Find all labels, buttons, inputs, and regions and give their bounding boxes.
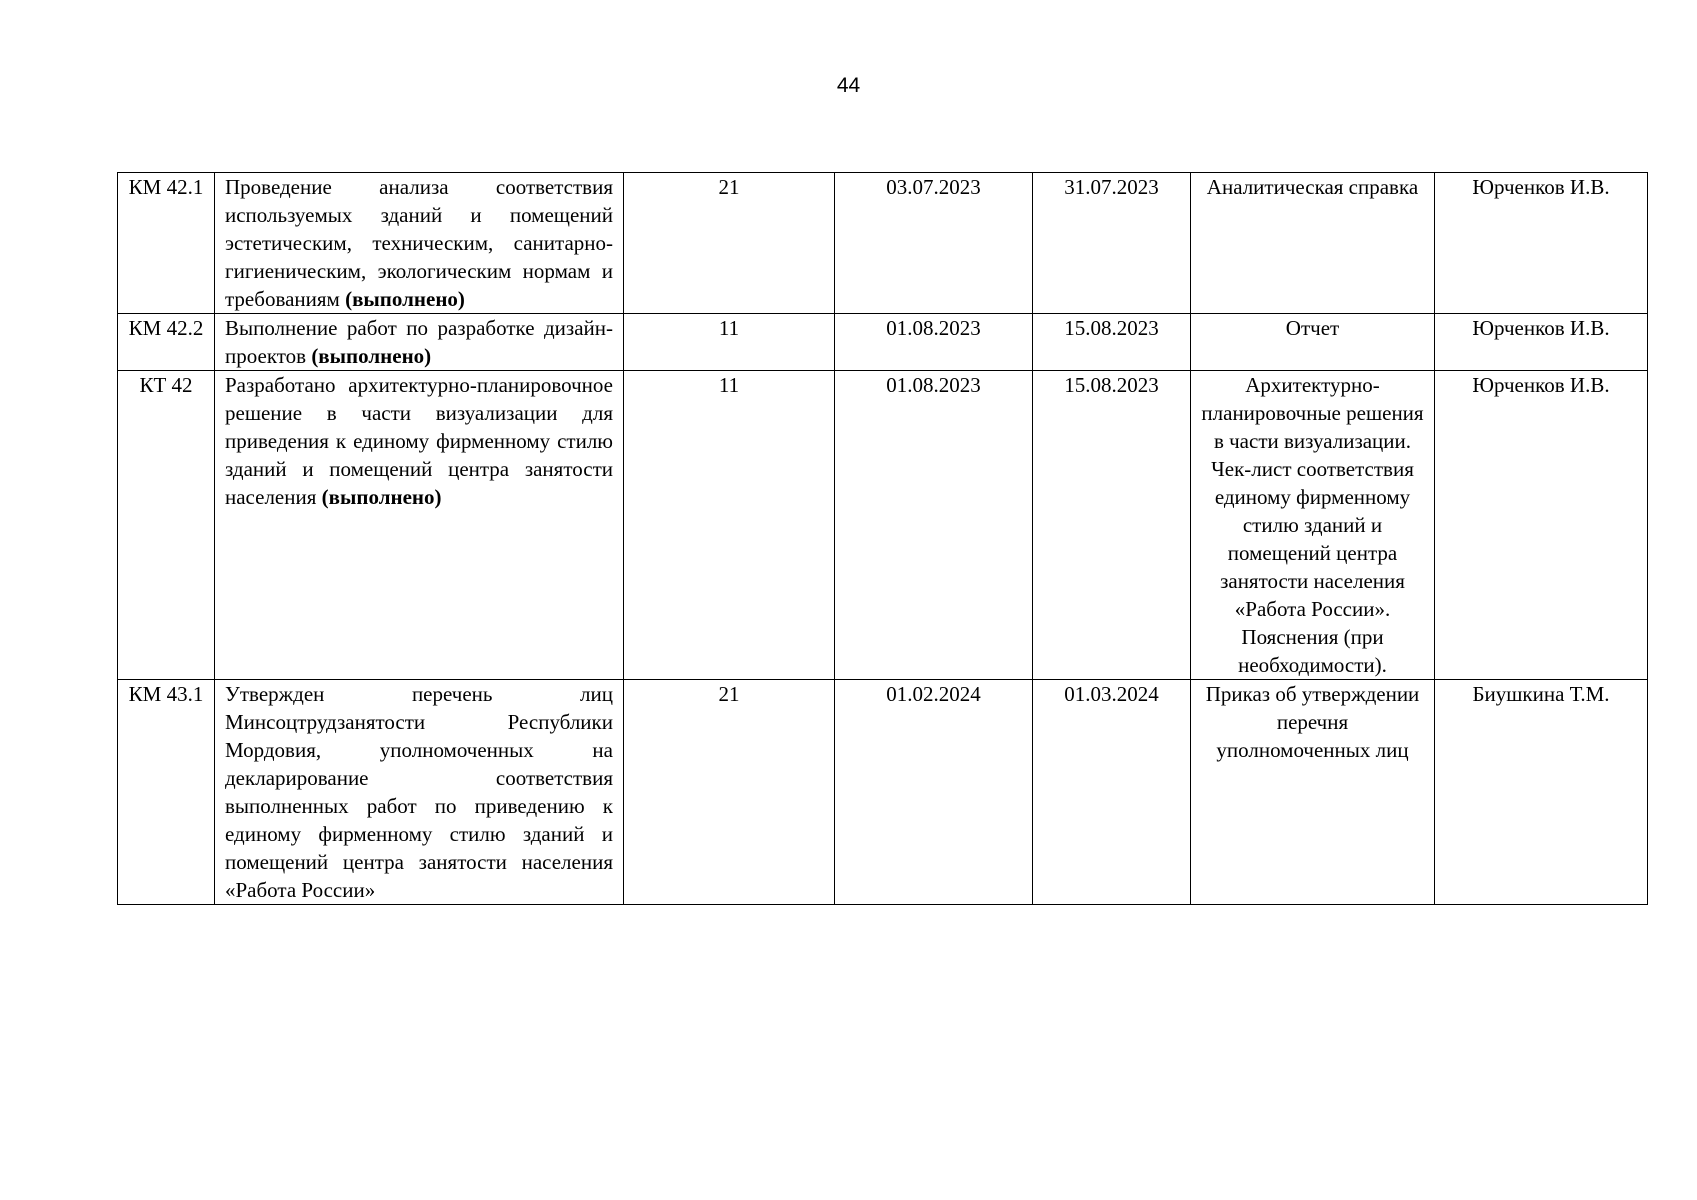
plan-table bbox=[117, 172, 1648, 905]
status-label: (выполнено) bbox=[345, 287, 465, 311]
milestone-code: КТ 42 bbox=[118, 371, 215, 680]
table-row bbox=[118, 680, 1648, 905]
result-line: Чек-лист соответствия единому фирменному стилю зданий и помещений центра занятости населения «Работа России». bbox=[1211, 457, 1414, 621]
duration-days: 11 bbox=[624, 371, 835, 680]
description-text: Разработано архитектурно-планировочное решение в части визуализации для приведения к единому фирменному стилю зданий и помещений центра занятости населения bbox=[225, 373, 613, 509]
milestone-description: Утвержден перечень лиц Минсоцтрудзанятости Республики Мордовия, уполномоченных на декларирование соответствия выполненных работ по приведению к единому фирменному стилю зданий и помещений центра занятости населения «Работа России» bbox=[215, 680, 624, 905]
milestone-description bbox=[215, 173, 624, 314]
start-date: 01.08.2023 bbox=[835, 371, 1033, 680]
result-line: Архитектурно-планировочные решения в части визуализации. bbox=[1201, 373, 1424, 453]
responsible-person: Юрченков И.В. bbox=[1435, 314, 1648, 371]
start-date: 03.07.2023 bbox=[835, 173, 1033, 314]
table-row bbox=[118, 173, 1648, 314]
start-date: 01.08.2023 bbox=[835, 314, 1033, 371]
duration-days: 21 bbox=[624, 680, 835, 905]
duration-days: 11 bbox=[624, 314, 835, 371]
table-row bbox=[118, 371, 1648, 680]
responsible-person: Юрченков И.В. bbox=[1435, 371, 1648, 680]
status-label: (выполнено) bbox=[311, 344, 432, 368]
result-document: Отчет bbox=[1191, 314, 1435, 371]
responsible-person: Юрченков И.В. bbox=[1435, 173, 1648, 314]
milestone-description bbox=[215, 314, 624, 371]
end-date: 31.07.2023 bbox=[1033, 173, 1191, 314]
result-document: Приказ об утверждении перечня уполномоченных лиц bbox=[1191, 680, 1435, 905]
result-line: Пояснения (при необходимости). bbox=[1238, 625, 1387, 677]
page-number: 44 bbox=[836, 74, 861, 97]
table-row bbox=[118, 314, 1648, 371]
end-date: 01.03.2024 bbox=[1033, 680, 1191, 905]
result-document: Аналитическая справка bbox=[1191, 173, 1435, 314]
end-date: 15.08.2023 bbox=[1033, 314, 1191, 371]
milestone-description bbox=[215, 371, 624, 680]
description-text: Проведение анализа соответствия используемых зданий и помещений эстетическим, техническим, санитарно-гигиеническим, экологическим нормам и требованиям bbox=[225, 175, 613, 311]
end-date: 15.08.2023 bbox=[1033, 371, 1191, 680]
start-date: 01.02.2024 bbox=[835, 680, 1033, 905]
result-document bbox=[1191, 371, 1435, 680]
description-text: Выполнение работ по разработке дизайн-проектов bbox=[225, 316, 613, 368]
milestone-code: КМ 42.1 bbox=[118, 173, 215, 314]
responsible-person: Биушкина Т.М. bbox=[1435, 680, 1648, 905]
duration-days: 21 bbox=[624, 173, 835, 314]
milestone-code: КМ 43.1 bbox=[118, 680, 215, 905]
status-label: (выполнено) bbox=[321, 485, 442, 509]
milestone-code: КМ 42.2 bbox=[118, 314, 215, 371]
